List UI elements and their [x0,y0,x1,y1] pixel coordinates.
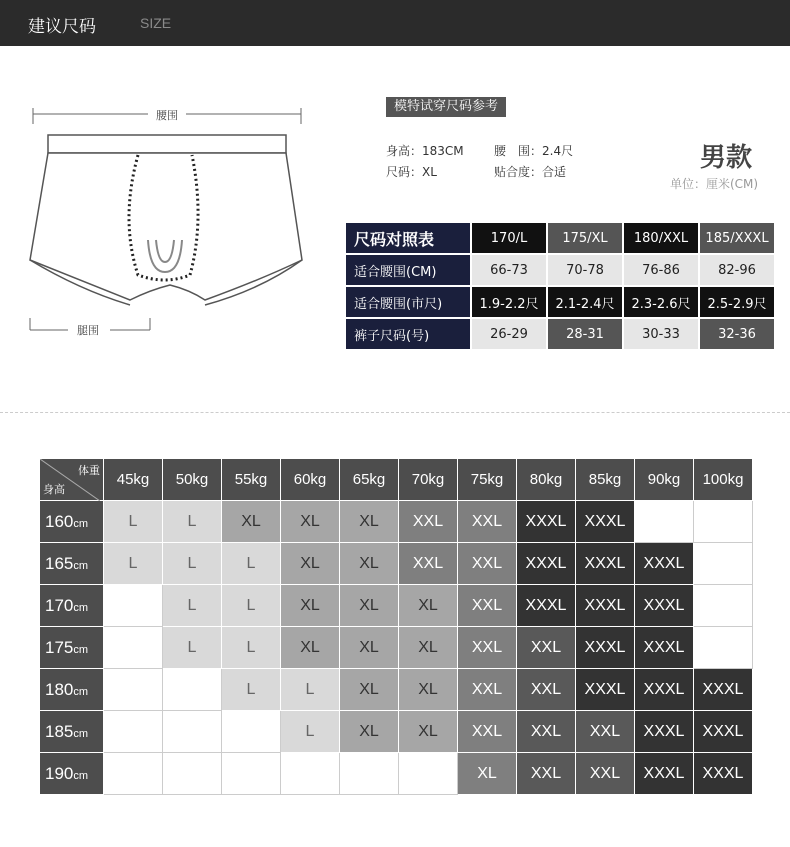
section-divider [0,412,790,413]
height-value: 160 [45,511,74,531]
height-unit: cm [73,727,89,740]
table-cell: 2.5-2.9尺 [700,287,774,317]
model-height: 身高：183CM [386,144,464,158]
weight-col-header: 70kg [399,459,458,501]
size-cell: XXXL [517,501,576,543]
size-cell [694,543,753,585]
weight-col-header: 100kg [694,459,753,501]
corner-height-label: 身高 [43,484,65,496]
size-cell [222,711,281,753]
size-cell [694,627,753,669]
height-row-header [40,627,104,669]
size-cell [104,753,163,795]
size-cell: XXL [458,669,517,711]
grid-row [40,711,753,753]
leg-label: 腿围 [77,324,99,337]
size-cell: XXL [517,711,576,753]
size-col-header: 185/XXXL [700,223,774,253]
size-cell [222,753,281,795]
size-cell: L [222,669,281,711]
row-label: 适合腰围(市尺) [346,287,470,317]
grid-row [40,627,753,669]
size-cell: XXL [576,711,635,753]
size-cell: XL [340,711,399,753]
gender-label: 男款 [700,143,753,173]
height-value: 180 [45,679,74,699]
height-value: 185 [45,721,74,741]
height-row-header [40,753,104,795]
size-cell: XL [458,753,517,795]
size-col-header: 175/XL [548,223,622,253]
size-cell: XXL [458,585,517,627]
size-cell: XL [399,627,458,669]
size-cell: XXXL [576,669,635,711]
table-cell: 28-31 [548,319,622,349]
size-cell [694,585,753,627]
height-unit: cm [73,601,89,614]
table-row [346,287,774,317]
size-cell [635,501,694,543]
size-cell: XXXL [576,543,635,585]
size-cell: XXL [458,501,517,543]
size-cell [104,585,163,627]
size-cell [694,501,753,543]
size-cell: XL [222,501,281,543]
size-cell: L [222,585,281,627]
table-row [346,255,774,285]
size-cell: XXXL [635,753,694,795]
size-col-header: 170/L [472,223,546,253]
size-cell [104,669,163,711]
size-cell: XXXL [517,543,576,585]
height-unit: cm [73,559,89,572]
height-value: 190 [45,763,74,783]
model-fit: 贴合度：合适 [494,165,567,179]
height-row-header [40,669,104,711]
weight-col-header: 45kg [104,459,163,501]
weight-col-header: 60kg [281,459,340,501]
size-cell: XL [340,669,399,711]
size-cell: XL [399,669,458,711]
table-cell: 70-78 [548,255,622,285]
size-cell: XXL [576,753,635,795]
height-unit: cm [73,769,89,782]
table-cell: 82-96 [700,255,774,285]
height-row-header [40,501,104,543]
size-cell: XXL [517,627,576,669]
size-cell: L [222,627,281,669]
corner-weight-label: 体重 [78,465,100,477]
weight-col-header: 65kg [340,459,399,501]
size-cell [163,669,222,711]
weight-col-header: 90kg [635,459,694,501]
weight-col-header: 80kg [517,459,576,501]
size-cell: L [163,585,222,627]
size-cell: XL [399,585,458,627]
height-unit: cm [73,685,89,698]
size-chart-title: 尺码对照表 [346,223,470,253]
size-cell: XL [340,543,399,585]
size-cell [281,753,340,795]
size-cell: XXXL [694,669,753,711]
size-cell: L [163,543,222,585]
weight-col-header: 85kg [576,459,635,501]
height-weight-size-grid [39,458,753,795]
size-cell: L [104,501,163,543]
size-cell [399,753,458,795]
size-cell: L [222,543,281,585]
size-cell: L [281,711,340,753]
table-cell: 30-33 [624,319,698,349]
size-cell: XXL [399,501,458,543]
table-cell: 1.9-2.2尺 [472,287,546,317]
size-cell: XXXL [635,711,694,753]
size-cell: L [281,669,340,711]
size-cell: L [163,501,222,543]
underwear-diagram [20,100,330,350]
table-row [346,319,774,349]
header-subtitle: SIZE [140,15,172,31]
size-cell: XXL [517,753,576,795]
size-cell: L [104,543,163,585]
grid-corner [40,459,104,501]
header-bar [0,0,790,46]
grid-row [40,753,753,795]
row-label: 适合腰围(CM) [346,255,470,285]
model-reference-title: 模特试穿尺码参考 [386,97,506,117]
size-cell: XL [281,627,340,669]
size-cell: XXL [458,711,517,753]
size-cell: XXL [458,627,517,669]
weight-col-header: 55kg [222,459,281,501]
size-cell: XL [281,543,340,585]
size-cell: XXL [399,543,458,585]
size-cell: XXXL [635,543,694,585]
height-value: 165 [45,553,74,573]
size-cell [163,711,222,753]
size-cell: XXXL [694,711,753,753]
weight-col-header: 75kg [458,459,517,501]
size-cell: L [163,627,222,669]
size-cell: XL [340,627,399,669]
size-cell: XXXL [576,501,635,543]
height-unit: cm [73,517,89,530]
table-cell: 2.3-2.6尺 [624,287,698,317]
size-cell: XXXL [635,627,694,669]
height-unit: cm [73,643,89,656]
grid-row [40,669,753,711]
weight-col-header: 50kg [163,459,222,501]
grid-row [40,543,753,585]
size-cell: XXXL [576,627,635,669]
model-waist: 腰 围：2.4尺 [494,144,574,158]
table-cell: 2.1-2.4尺 [548,287,622,317]
size-cell [104,627,163,669]
height-row-header [40,585,104,627]
size-cell: XL [281,501,340,543]
size-cell: XXXL [517,585,576,627]
size-cell: XXXL [694,753,753,795]
height-value: 175 [45,637,74,657]
unit-label: 单位：厘米(CM) [670,177,759,191]
waist-label: 腰围 [156,109,178,122]
size-col-header: 180/XXL [624,223,698,253]
height-row-header [40,543,104,585]
size-cell: XXXL [635,585,694,627]
size-cell: XXL [517,669,576,711]
header-title: 建议尺码 [28,17,96,37]
size-comparison-table [344,221,776,351]
size-cell [340,753,399,795]
grid-row [40,501,753,543]
size-cell [104,711,163,753]
height-value: 170 [45,595,74,615]
size-cell: XL [399,711,458,753]
size-cell: XL [340,501,399,543]
size-cell [163,753,222,795]
model-size: 尺码：XL [386,165,437,179]
size-cell: XXL [458,543,517,585]
grid-row [40,585,753,627]
size-cell: XL [340,585,399,627]
size-cell: XXXL [635,669,694,711]
size-cell: XL [281,585,340,627]
table-cell: 66-73 [472,255,546,285]
row-label: 裤子尺码(号) [346,319,470,349]
size-cell: XXXL [576,585,635,627]
table-cell: 76-86 [624,255,698,285]
height-row-header [40,711,104,753]
table-cell: 32-36 [700,319,774,349]
table-cell: 26-29 [472,319,546,349]
